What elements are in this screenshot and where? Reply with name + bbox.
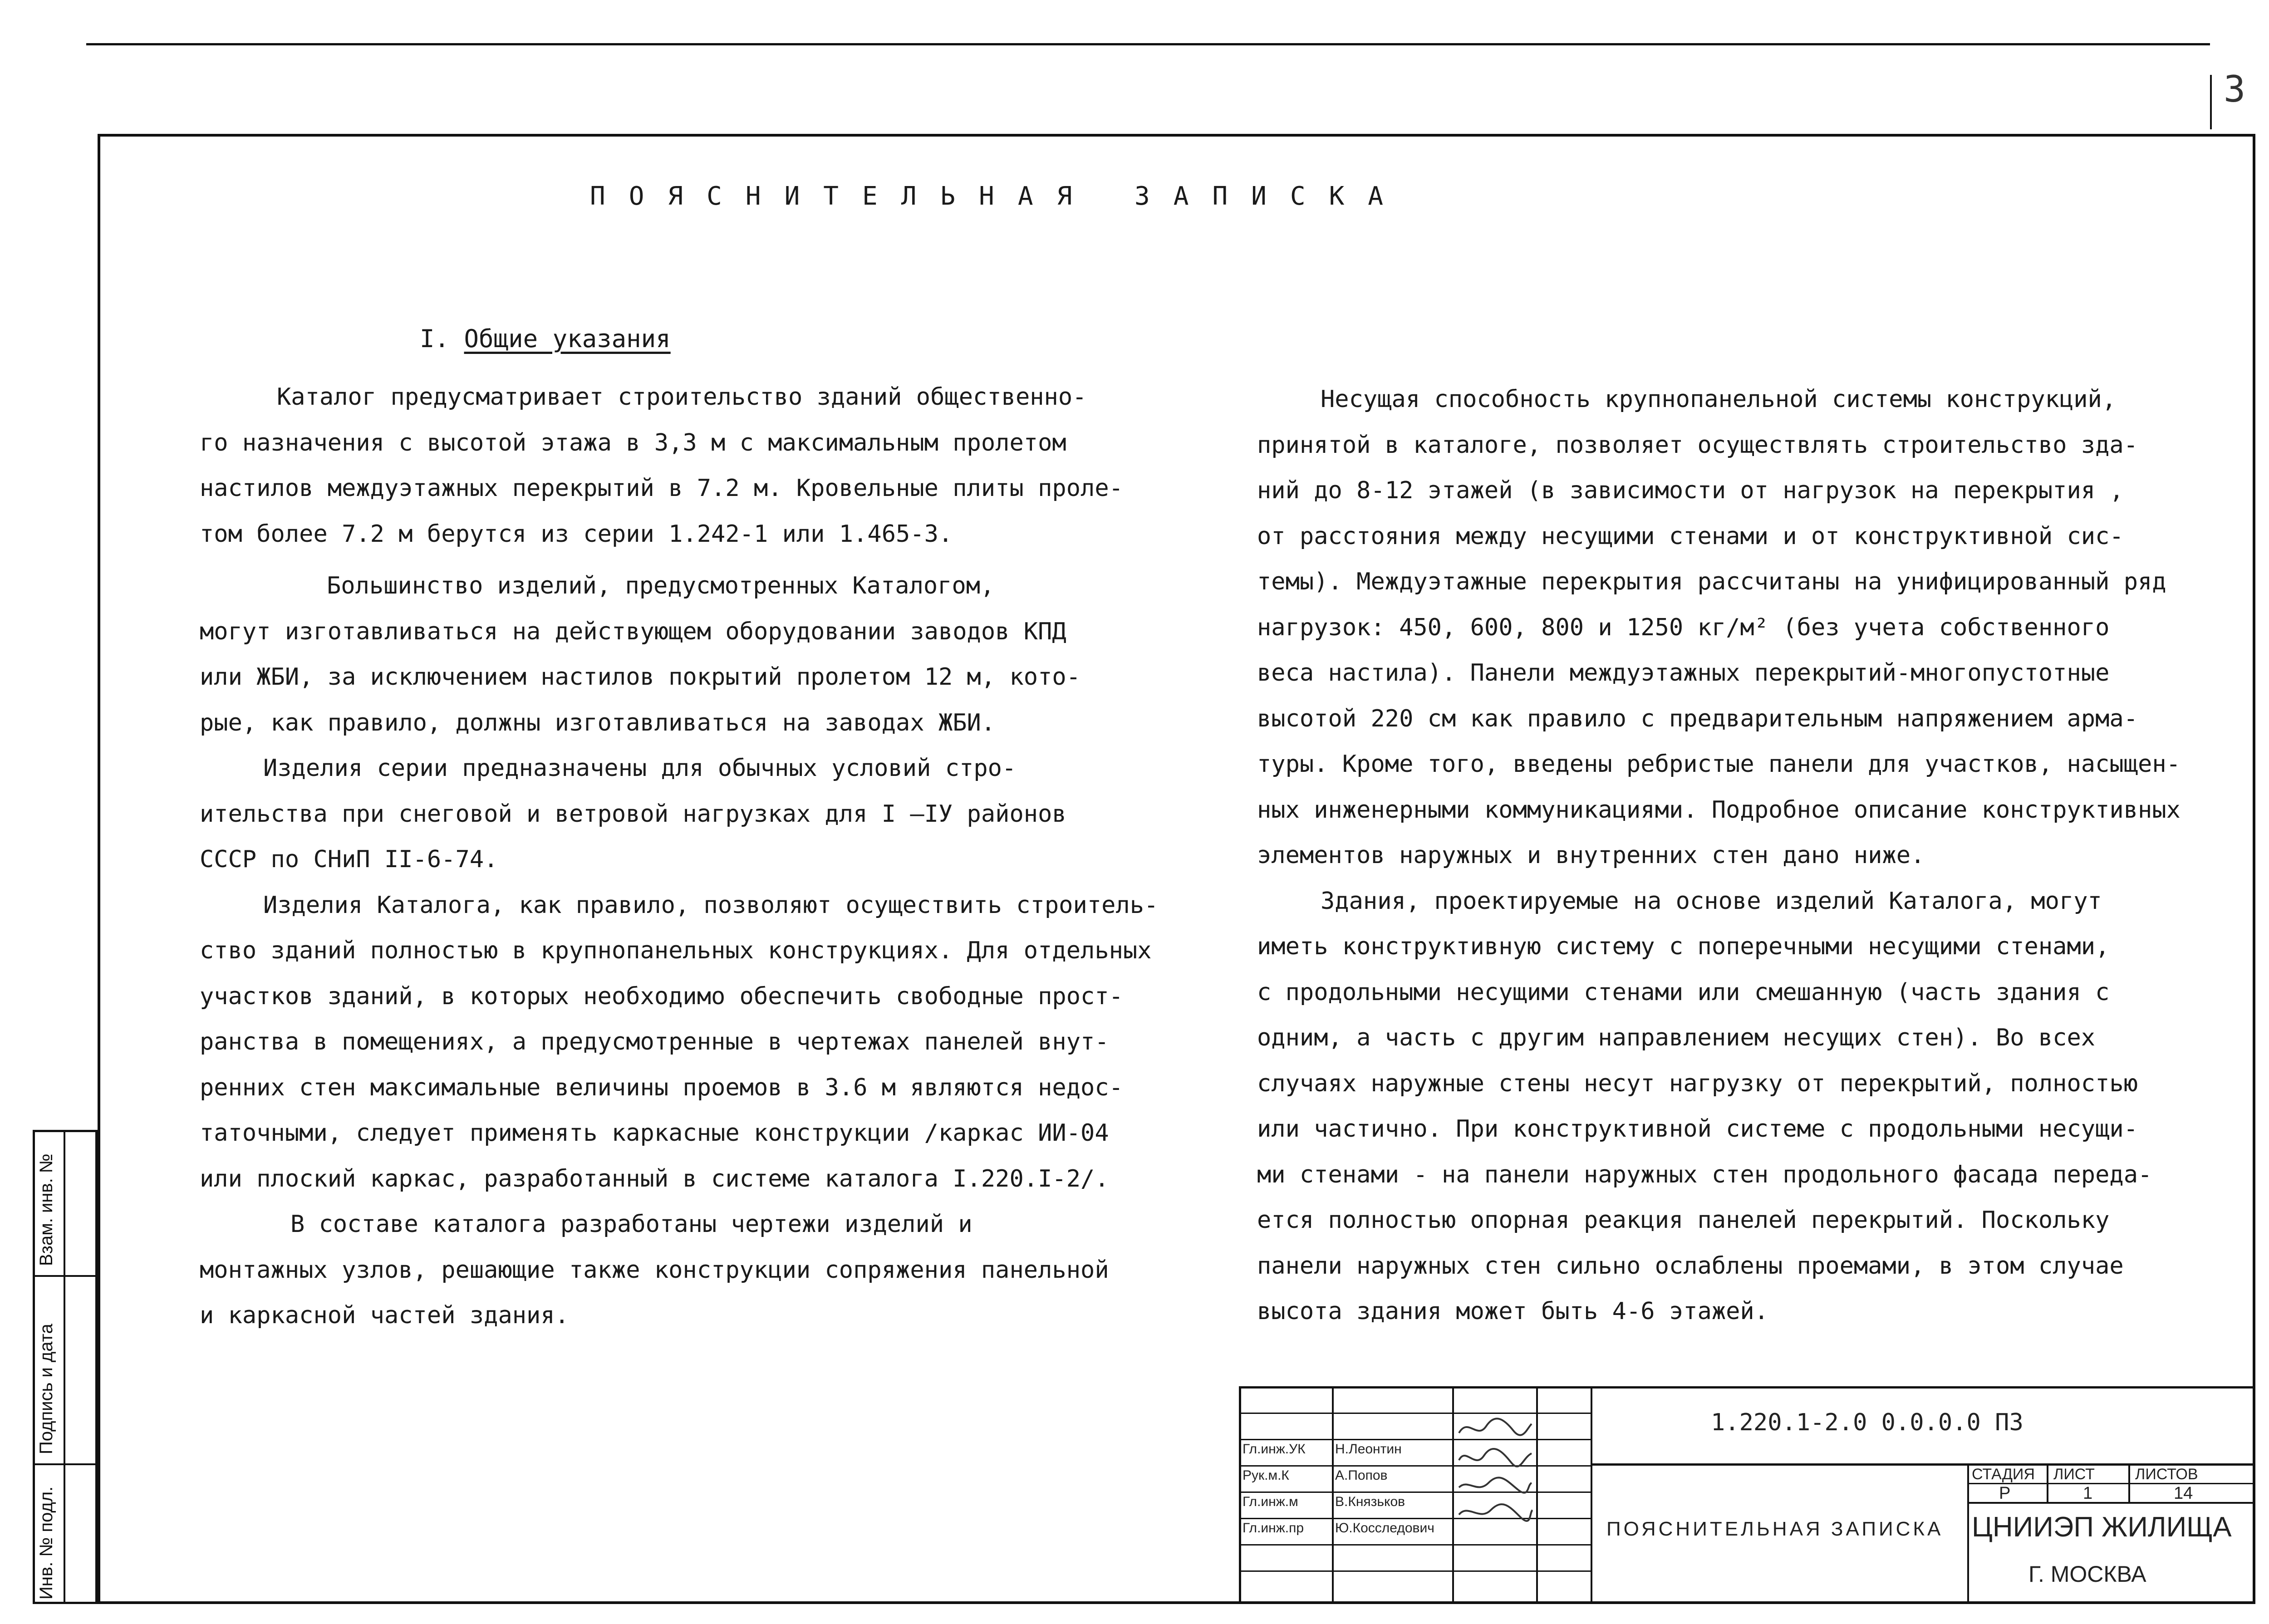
text-line: ний до 8-12 этажей (в зависимости от нагрузок на перекрытия , bbox=[1257, 477, 2124, 504]
person-name: Н.Леонтин bbox=[1335, 1442, 1402, 1457]
text-line: ется полностью опорная реакция панелей перекрытий. Поскольку bbox=[1257, 1207, 2110, 1234]
sheet-value: 1 bbox=[2083, 1484, 2093, 1503]
text-line: Изделия серии предназначены для обычных условий стро- bbox=[263, 755, 1017, 782]
tb-rule bbox=[1967, 1463, 1969, 1604]
text-line: Несущая способность крупнопанельной системы конструкций, bbox=[1321, 386, 2117, 413]
text-line: от расстояния между несущими стенами и от конструктивной сис- bbox=[1257, 522, 2124, 550]
text-line: ительства при снеговой и ветровой нагрузках для I –IУ районов bbox=[200, 800, 1066, 828]
doc-name: ПОЯСНИТЕЛЬНАЯ ЗАПИСКА bbox=[1606, 1518, 1944, 1540]
text-line: ство зданий полностью в крупнопанельных конструкциях. Для отдельных bbox=[200, 937, 1152, 964]
sheet-mark: 3 bbox=[2224, 68, 2246, 110]
text-line: СССР по СНиП II-6-74. bbox=[200, 846, 498, 873]
signature-mark bbox=[1459, 1449, 1532, 1467]
side-label-inv: Инв. № подл. bbox=[36, 1486, 56, 1599]
text-line: темы). Междуэтажные перекрытия рассчитаны на унифицированный ряд bbox=[1257, 568, 2166, 595]
right-column bbox=[1257, 377, 2181, 1335]
tb-rule bbox=[1239, 1492, 1591, 1493]
sheet-mark-tick bbox=[2210, 75, 2212, 129]
side-strip-divider bbox=[64, 1130, 65, 1604]
text-line: участков зданий, в которых необходимо обеспечить свободные прост- bbox=[200, 982, 1123, 1010]
sheets-label: ЛИСТОВ bbox=[2135, 1466, 2198, 1483]
person-name: В.Князьков bbox=[1335, 1494, 1405, 1509]
text-line: высотой 220 см как правило с предварительным напряжением арма- bbox=[1257, 705, 2138, 732]
side-label-podpis: Подпись и дата bbox=[36, 1324, 56, 1454]
text-line: высота здания может быть 4-6 этажей. bbox=[1257, 1298, 1769, 1325]
text-line: панели наружных стен сильно ослаблены проемами, в этом случае bbox=[1257, 1252, 2124, 1280]
text-line: туры. Кроме того, введены ребристые панели для участков, насыщен- bbox=[1257, 751, 2181, 778]
text-line: и каркасной частей здания. bbox=[200, 1302, 569, 1329]
text-line: Большинство изделий, предусмотренных Каталогом, bbox=[327, 572, 995, 599]
text-line: или частично. При конструктивной системе с продольными несущи- bbox=[1257, 1115, 2138, 1143]
text-line: принятой в каталоге, позволяет осуществлять строительство зда- bbox=[1257, 431, 2138, 459]
person-name: А.Попов bbox=[1335, 1468, 1388, 1483]
tb-rule bbox=[1239, 1413, 1591, 1414]
side-label-vzam: Взам. инв. № bbox=[36, 1153, 56, 1266]
person-name: Ю.Косследович bbox=[1335, 1521, 1434, 1536]
text-line: ранства в помещениях, а предусмотренные в чертежах панелей внут- bbox=[200, 1028, 1109, 1055]
text-line: ренних стен максимальные величины проемов в 3.6 м являются недос- bbox=[200, 1074, 1123, 1101]
sheets-value: 14 bbox=[2174, 1484, 2193, 1503]
side-strip-rule bbox=[33, 1275, 98, 1277]
role-label: Гл.инж.м bbox=[1243, 1494, 1298, 1509]
text-line: Изделия Каталога, как правило, позволяют осуществить строитель- bbox=[263, 891, 1159, 919]
tb-rule bbox=[1239, 1570, 1591, 1572]
text-line: Здания, проектируемые на основе изделий Каталога, могут bbox=[1321, 887, 2102, 915]
section-heading bbox=[420, 324, 671, 353]
role-label: Гл.инж.пр bbox=[1243, 1521, 1304, 1536]
text-line: го назначения с высотой этажа в 3,3 м с максимальным пролетом bbox=[200, 429, 1066, 456]
org-city: Г. МОСКВА bbox=[2028, 1561, 2146, 1587]
stage-label: СТАДИЯ bbox=[1972, 1466, 2035, 1483]
text-line: том более 7.2 м берутся из серии 1.242-1 или 1.465-3. bbox=[200, 520, 953, 548]
text-line: нагрузок: 450, 600, 800 и 1250 кг/м² (без учета собственного bbox=[1257, 613, 2110, 641]
text-line: таточными, следует применять каркасные конструкции /каркас ИИ-04 bbox=[200, 1119, 1109, 1147]
signature-mark bbox=[1459, 1504, 1532, 1521]
text-line: иметь конструктивную систему с поперечными несущими стенами, bbox=[1257, 933, 2110, 960]
tb-rule bbox=[1591, 1386, 1592, 1604]
role-label: Рук.м.К bbox=[1243, 1468, 1289, 1483]
text-line: рые, как правило, должны изготавливаться на заводах ЖБИ. bbox=[200, 709, 996, 736]
tb-rule bbox=[1239, 1465, 1591, 1467]
sheet-label: ЛИСТ bbox=[2053, 1466, 2095, 1483]
tb-rule bbox=[1239, 1518, 1591, 1519]
text-line: элементов наружных и внутренних стен дано ниже. bbox=[1257, 842, 1925, 869]
text-line: могут изготавливаться на действующем оборудовании заводов КПД bbox=[200, 618, 1066, 645]
text-line: веса настила). Панели междуэтажных перекрытий-многопустотные bbox=[1257, 659, 2110, 687]
text-line: ных инженерными коммуникациями. Подробное описание конструктивных bbox=[1257, 796, 2181, 824]
tb-rule bbox=[1239, 1544, 1591, 1545]
org-name: ЦНИИЭП ЖИЛИЩА bbox=[1972, 1511, 2232, 1543]
section-title: Общие указания bbox=[464, 324, 671, 353]
side-strip-rule bbox=[33, 1463, 98, 1465]
text-line: с продольными несущими стенами или смешанную (часть здания с bbox=[1257, 978, 2110, 1006]
tb-rule bbox=[1239, 1439, 1591, 1440]
text-line: или плоский каркас, разработанный в системе каталога I.220.I-2/. bbox=[200, 1165, 1109, 1192]
stage-value: Р bbox=[1999, 1484, 2011, 1503]
text-line: случаях наружные стены несут нагрузку от перекрытий, полностью bbox=[1257, 1070, 2138, 1097]
doc-code: 1.220.1-2.0 0.0.0.0 ПЗ bbox=[1711, 1409, 2023, 1436]
page-title: ПОЯСНИТЕЛЬНАЯ ЗАПИСКА bbox=[590, 182, 1407, 211]
section-number: I. bbox=[420, 324, 450, 353]
text-line: или ЖБИ, за исключением настилов покрытий пролетом 12 м, кото- bbox=[200, 663, 1081, 691]
text-line: одним, а часть с другим направлением несущих стен). Во всех bbox=[1257, 1024, 2096, 1051]
text-line: монтажных узлов, решающие также конструкции сопряжения панельной bbox=[200, 1256, 1109, 1284]
signatures bbox=[1454, 1415, 1536, 1546]
text-line: ми стенами - на панели наружных стен продольного фасада переда- bbox=[1257, 1161, 2152, 1188]
role-label: Гл.инж.УК bbox=[1243, 1442, 1306, 1457]
text-line: В составе каталога разработаны чертежи изделий и bbox=[290, 1211, 972, 1238]
tb-rule bbox=[1239, 1386, 2255, 1388]
signature-mark bbox=[1459, 1418, 1532, 1435]
signature-mark bbox=[1459, 1477, 1532, 1492]
top-rule bbox=[86, 43, 2210, 45]
left-column bbox=[200, 374, 1159, 1339]
text-line: Каталог предусматривает строительство зданий общественно- bbox=[277, 383, 1087, 411]
text-line: настилов междуэтажных перекрытий в 7.2 м. Кровельные плиты проле- bbox=[200, 475, 1123, 502]
